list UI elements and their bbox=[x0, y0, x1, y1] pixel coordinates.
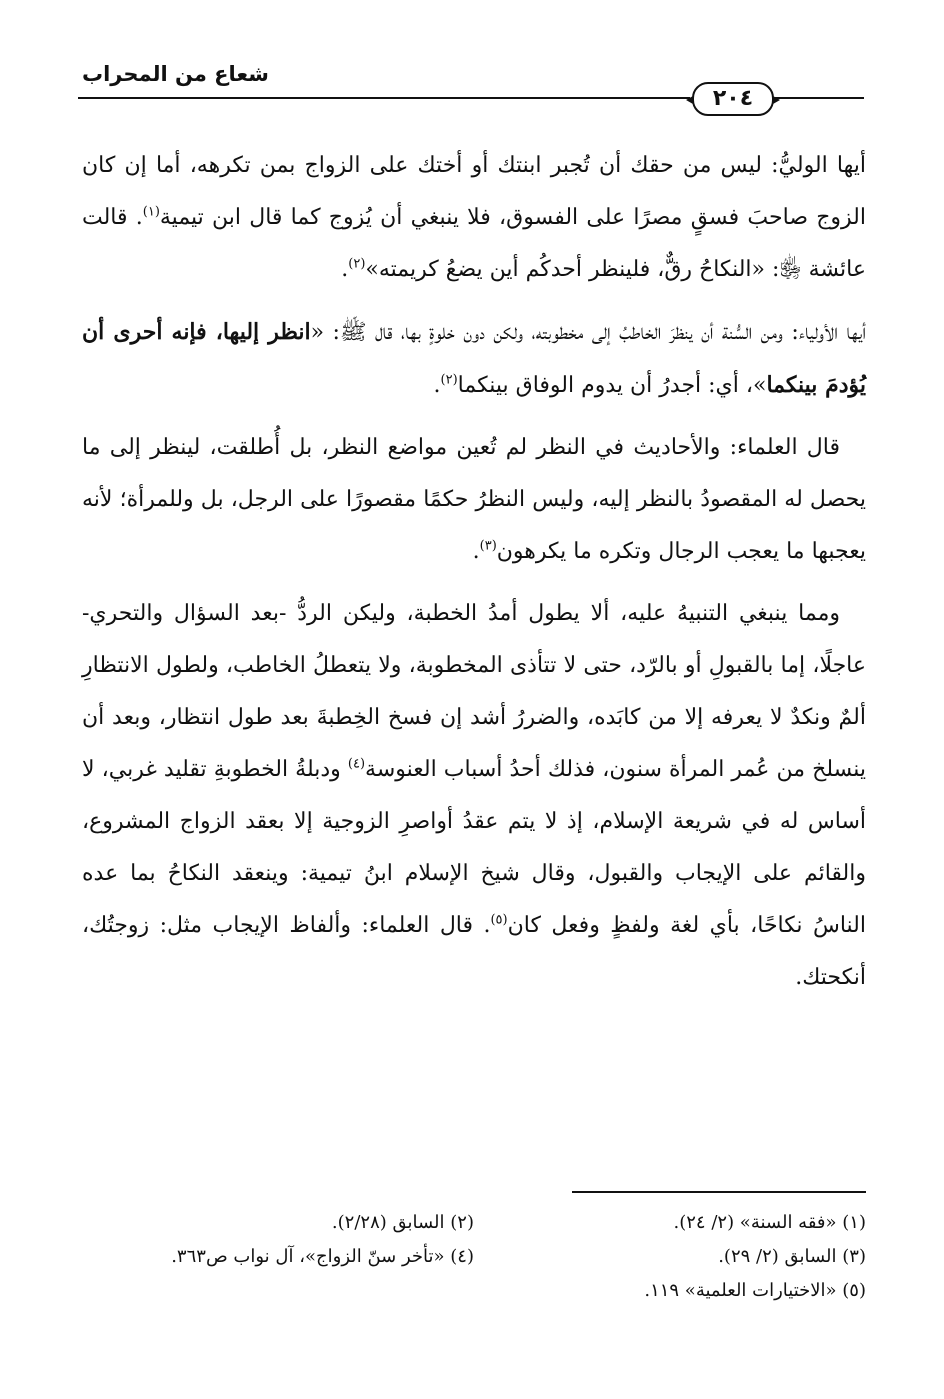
footnote bbox=[82, 1274, 474, 1308]
footnote: (٤) «تأخر سنّ الزواج»، آل نواب ص٣٦٣. bbox=[171, 1246, 474, 1267]
text-run: . bbox=[433, 373, 441, 398]
hadith-quote: انظر إليها، فإنه أحرى أن يُؤدمَ بينكما bbox=[82, 319, 866, 398]
footnote: (٥) «الاختيارات العلمية» ١١٩. bbox=[644, 1280, 866, 1301]
paragraph bbox=[82, 306, 866, 412]
text-run: ودبلةُ الخطوبةِ تقليد غربي، لا أساس له في شريعة الإسلام، إذ لا يتم عقدُ أواصرِ الزوجية إلا بعقد الزواج المشروع، والقائم على الإيجاب والقبول، وقال شيخ الإسلام ابنُ تيمية: وينعقد النكاحُ بما عده الناسُ نكاحًا، بأي لغة ولفظٍ وفعل كان bbox=[82, 757, 866, 938]
text-run: »، أي: أجدرُ أن يدوم الوفاق بينكما bbox=[457, 373, 767, 398]
text-run: أيها الأولياء: ومن السُّنة أن ينظرَ الخاطبُ إلى مخطوبته، ولكن دون خلوةٍ بها، قال ﷺ: « bbox=[310, 320, 867, 345]
text-run: . bbox=[341, 257, 349, 282]
page-number: ٢٠٤ bbox=[712, 86, 754, 111]
footnote-ref: (٢) bbox=[348, 256, 366, 272]
footnote: (٢) السابق (٢/٢٨). bbox=[331, 1212, 474, 1233]
header-rule bbox=[78, 97, 690, 99]
page-number-box bbox=[692, 82, 774, 116]
footnote-ref: (٥) bbox=[490, 912, 508, 928]
header-rule-right bbox=[772, 97, 864, 99]
footnote-ref: (٢) bbox=[440, 372, 458, 388]
text-run: . bbox=[472, 539, 480, 564]
text-run: قال العلماء: والأحاديث في النظر لم تُعين مواضع النظر، بل أُطلقت، لينظر إلى ما يحصل له المقصودُ بالنظر إليه، وليس النظرُ حكمًا مقصورًا على الرجل، بل وللمرأة؛ لأنه يعجبها ما يعجب الرجال وتكره ما يكرهون bbox=[82, 435, 866, 564]
ornament-arrow-left-icon bbox=[686, 96, 693, 104]
body-text bbox=[82, 140, 866, 1014]
text-run: . قالت عائشة ﵂: «النكاحُ رقٌّ، فلينظر أحدكُم أين يضعُ كريمته» bbox=[82, 205, 866, 282]
footnote-ref: (١) bbox=[142, 204, 160, 220]
footnote: (٣) السابق (٢/ ٢٩). bbox=[718, 1246, 866, 1267]
running-title: شعاع من المحراب bbox=[82, 62, 269, 86]
footnote: (١) «فقه السنة» (٢/ ٢٤). bbox=[673, 1212, 866, 1233]
footnote-ref: (٣) bbox=[479, 538, 497, 554]
footnote-row bbox=[82, 1240, 866, 1274]
footnote-row bbox=[82, 1206, 866, 1240]
paragraph bbox=[82, 422, 866, 578]
paragraph bbox=[82, 588, 866, 1004]
footnote-ref: (٤) bbox=[347, 756, 366, 772]
footnote-rule bbox=[572, 1191, 866, 1193]
footnote-row bbox=[82, 1274, 866, 1308]
footnotes bbox=[82, 1206, 866, 1308]
text-run: أيها الوليُّ: ليس من حقك أن تُجبر ابنتك أو أختك على الزواج بمن تكرهه، أما إن كان الزوج صاحبَ فسقٍ مصرًا على الفسوق، فلا ينبغي أن يُزوج كما قال ابن تيمية bbox=[82, 153, 867, 230]
text-run: ومما ينبغي التنبيهُ عليه، ألا يطول أمدُ الخطبة، وليكن الردُّ -بعد السؤال والتحري- عاجلًا، إما بالقبولِ أو بالرّد، حتى لا تتأذى المخطوبة، ولا يتعطلُ الخاطب، ولطول الانتظارِ ألمٌ ونكدٌ لا يعرفه إلا من كابَده، والضررُ أشد إن فسخ الخِطبةَ بعد طول انتظار، وبعد أن ينسلخ من عُمر المرأة سنون، فذلك أحدُ أسباب العنوسة bbox=[82, 601, 866, 782]
paragraph bbox=[82, 140, 866, 296]
text-run: . قال العلماء: وألفاظ الإيجاب مثل: زوجتُك، أنكحتك. bbox=[82, 913, 866, 990]
